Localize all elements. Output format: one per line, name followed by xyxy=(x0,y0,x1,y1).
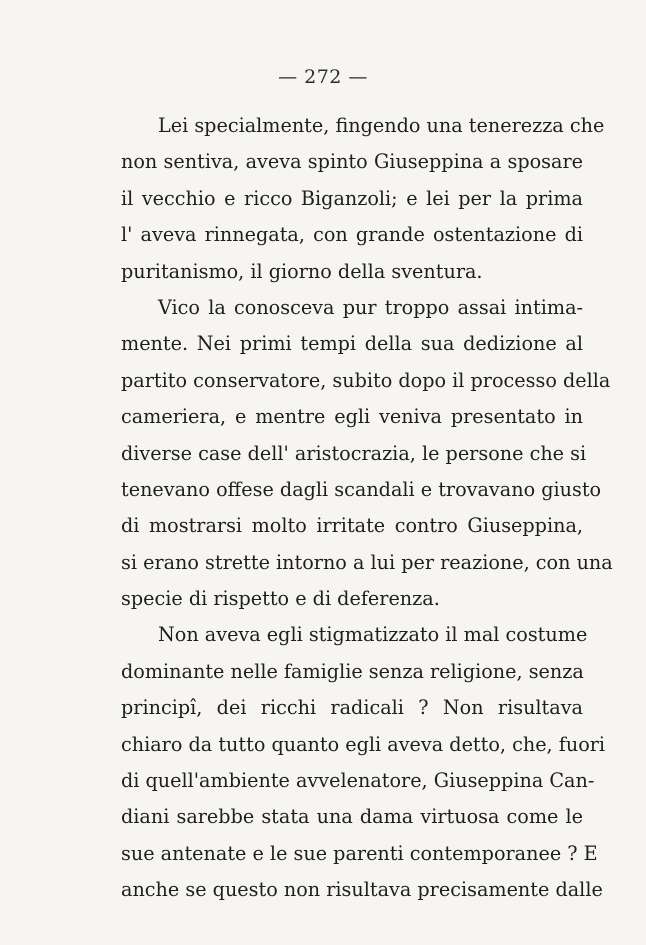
text-line: puritanismo, il giorno della sventura. xyxy=(121,259,483,283)
text-line: sue antenate e le sue parenti contemporanee ? E xyxy=(121,841,598,865)
text-line: non sentiva, aveva spinto Giuseppina a sposare xyxy=(121,150,583,174)
text-line: cameriera, e mentre egli veniva presentato in xyxy=(121,405,583,429)
text-line: principî, dei ricchi radicali ? Non risultava xyxy=(121,696,583,720)
text-line: di mostrarsi molto irritate contro Giuseppina, xyxy=(121,514,583,538)
body-text xyxy=(121,108,613,909)
text-line: il vecchio e ricco Biganzoli; e lei per la prima xyxy=(121,186,583,210)
paragraph-3 xyxy=(121,617,606,908)
page-number: — 272 — xyxy=(278,66,368,88)
text-line: diverse case dell' aristocrazia, le persone che si xyxy=(121,441,587,465)
text-line: si erano strette intorno a lui per reazione, con una xyxy=(121,550,613,574)
text-line: Lei specialmente, fingendo una tenerezza che xyxy=(158,114,605,137)
paragraph-2 xyxy=(121,290,613,618)
text-line: l' aveva rinnegata, con grande ostentazione di xyxy=(121,223,583,247)
text-line: anche se questo non risultava precisamente dalle xyxy=(121,878,603,902)
text-line: di quell'ambiente avvelenatore, Giuseppina Can- xyxy=(121,769,595,793)
text-line: diani sarebbe stata una dama virtuosa come le xyxy=(121,805,583,829)
text-line: Non aveva egli stigmatizzato il mal costume xyxy=(158,623,588,647)
text-line: Vico la conosceva pur troppo assai intima- xyxy=(158,295,583,319)
paragraph-1 xyxy=(121,108,605,290)
text-line: tenevano offese dagli scandali e trovavano giusto xyxy=(121,477,602,501)
text-line: chiaro da tutto quanto egli aveva detto, che, fuori xyxy=(121,732,606,756)
text-line: specie di rispetto e di deferenza. xyxy=(121,587,440,611)
text-line: mente. Nei primi tempi della sua dedizione al xyxy=(121,332,583,356)
text-line: dominante nelle famiglie senza religione, senza xyxy=(121,659,584,683)
text-line: partito conservatore, subito dopo il processo della xyxy=(121,368,611,392)
